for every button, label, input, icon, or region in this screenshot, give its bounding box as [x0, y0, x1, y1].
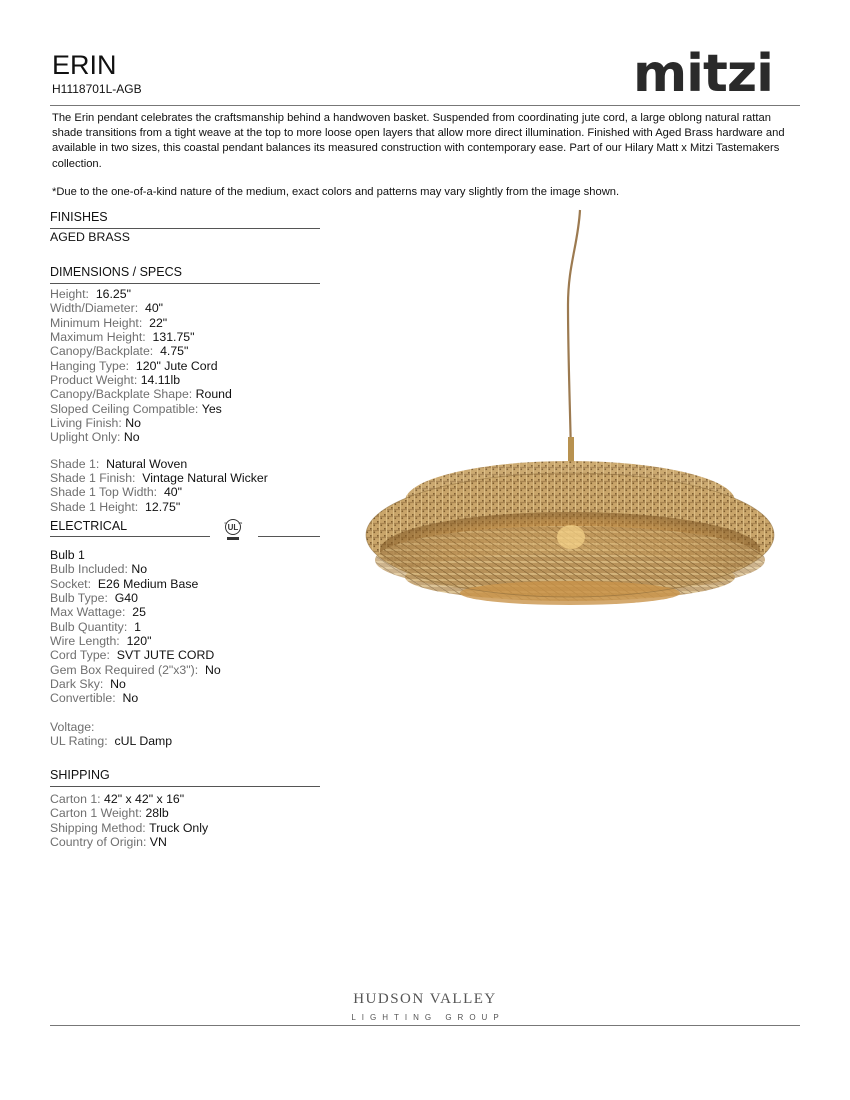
footer-logo-line2: LIGHTING GROUP — [351, 1013, 505, 1022]
spec-row — [50, 734, 221, 748]
spec-label: Shade 1 Height: — [50, 499, 139, 514]
spec-label: Shade 1 Top Width: — [50, 485, 158, 500]
spec-row — [50, 416, 268, 430]
spec-value: VN — [149, 835, 167, 850]
spec-value: 28lb — [145, 806, 169, 821]
spec-label: Country of Origin: — [50, 835, 147, 850]
spec-row — [50, 835, 208, 849]
spec-label: Sloped Ceiling Compatible: — [50, 401, 199, 416]
shade-row — [50, 485, 268, 499]
shipping-divider — [50, 786, 320, 787]
disclaimer-note: *Due to the one-of-a-kind nature of the medium, exact colors and patterns may vary slightly from the image shown. — [52, 186, 620, 198]
spec-value: No — [131, 562, 148, 577]
spec-value: 14.11lb — [140, 373, 181, 388]
footer-logo — [0, 990, 850, 1025]
spec-label: Maximum Height: — [50, 330, 146, 345]
spec-value: 131.75" — [152, 330, 195, 345]
shipping-heading: SHIPPING — [50, 768, 110, 782]
spec-value: 40" — [163, 485, 182, 500]
electrical-divider-right — [258, 536, 320, 537]
spec-value: 42" x 42" x 16" — [104, 792, 185, 806]
spec-label: Canopy/Backplate Shape: — [50, 387, 193, 402]
bulb-heading: Bulb 1 — [50, 548, 85, 562]
spec-value: No — [122, 691, 139, 706]
svg-text:c: c — [224, 521, 227, 525]
spec-value: cUL Damp — [114, 734, 173, 749]
spec-row — [50, 287, 268, 301]
spec-label: Dark Sky: — [50, 677, 104, 692]
ul-logo-text: UL — [227, 523, 239, 532]
spec-value: 25 — [132, 605, 146, 620]
dimensions-heading: DIMENSIONS / SPECS — [50, 265, 182, 279]
footer-logo-line1: HUDSON VALLEY — [353, 991, 497, 1007]
spec-value: 40" — [145, 301, 164, 316]
footer-divider — [50, 1025, 800, 1026]
spec-row — [50, 821, 208, 835]
electrical-divider-left — [50, 536, 210, 537]
spec-label: Shipping Method: — [50, 820, 146, 835]
finishes-heading: FINISHES — [50, 210, 108, 224]
dimensions-divider — [50, 283, 320, 284]
shade-row — [50, 471, 268, 485]
spec-row — [50, 620, 221, 634]
spec-value: G40 — [114, 591, 138, 606]
brass-stem — [568, 437, 574, 463]
spec-row — [50, 720, 221, 734]
spec-label: UL Rating: — [50, 734, 108, 749]
spec-label: Voltage: — [50, 719, 95, 734]
spec-row — [50, 430, 268, 444]
spec-label: Convertible: — [50, 691, 116, 706]
spec-value: No — [205, 662, 221, 677]
spec-value: 1 — [134, 619, 141, 634]
finish-value: AGED BRASS — [50, 230, 130, 244]
spec-label: Minimum Height: — [50, 315, 143, 330]
spec-row — [50, 648, 221, 662]
spec-value: Vintage Natural Wicker — [142, 471, 268, 486]
spec-row — [50, 562, 221, 576]
spec-label: Carton 1: — [50, 792, 101, 806]
spec-row — [50, 387, 268, 401]
spec-label: Carton 1 Weight: — [50, 806, 143, 821]
spec-label: Socket: — [50, 576, 92, 591]
spec-value: Truck Only — [149, 820, 209, 835]
spec-value: Round — [195, 387, 232, 402]
spec-value: Yes — [201, 401, 222, 416]
spec-row — [50, 677, 221, 691]
spec-label: Living Finish: — [50, 416, 122, 431]
spec-value: No — [110, 677, 126, 692]
spec-row — [50, 792, 208, 806]
spec-row — [50, 634, 221, 648]
spec-label: Shade 1: — [50, 456, 100, 471]
spec-value: Natural Woven — [106, 456, 188, 471]
spec-label: Max Wattage: — [50, 605, 126, 620]
spec-value: 120" — [126, 634, 152, 649]
svg-text:us: us — [238, 521, 243, 525]
spec-label: Bulb Type: — [50, 591, 108, 606]
shipping-list — [50, 792, 208, 849]
spec-label: Bulb Quantity: — [50, 619, 128, 634]
spec-value: 12.75" — [145, 499, 181, 514]
spec-row — [50, 806, 208, 820]
spec-row — [50, 591, 221, 605]
brand-logo: mitzi — [633, 44, 773, 104]
shade-row — [50, 500, 268, 514]
spec-row — [50, 344, 268, 358]
pendant-product-image — [362, 205, 778, 615]
spec-row — [50, 359, 268, 373]
spec-row — [50, 577, 221, 591]
jute-cord — [568, 210, 580, 455]
header-divider — [50, 105, 800, 106]
electrical-list — [50, 548, 221, 748]
spec-label: Shade 1 Finish: — [50, 471, 136, 486]
spec-label: Width/Diameter: — [50, 301, 139, 316]
ul-listed-icon — [222, 518, 244, 542]
spec-label: Product Weight: — [50, 373, 138, 388]
product-title: ERIN — [52, 50, 117, 80]
spec-value: E26 Medium Base — [97, 576, 199, 591]
spec-spacer — [50, 706, 221, 720]
finishes-list — [50, 230, 130, 244]
spec-row — [50, 605, 221, 619]
spec-row — [50, 691, 221, 705]
spec-value: No — [125, 416, 141, 431]
dimensions-list — [50, 287, 268, 514]
shade-row — [50, 457, 268, 471]
spec-label: Uplight Only: — [50, 430, 121, 445]
spec-value: No — [123, 430, 140, 445]
spec-label: Canopy/Backplate: — [50, 344, 154, 359]
spec-row — [50, 373, 268, 387]
product-sku: H1118701L-AGB — [52, 82, 142, 96]
spec-label: Wire Length: — [50, 634, 120, 649]
spec-row — [50, 663, 221, 677]
spec-value: 22" — [149, 315, 168, 330]
spec-row — [50, 402, 268, 416]
spec-label: Hanging Type: — [50, 358, 130, 373]
spec-row — [50, 316, 268, 330]
electrical-heading: ELECTRICAL — [50, 519, 128, 533]
spec-value: 120" Jute Cord — [135, 358, 218, 373]
spec-label: Height: — [50, 287, 89, 301]
spec-value: SVT JUTE CORD — [116, 648, 215, 663]
bulb-glow — [557, 525, 585, 549]
spec-value: 4.75" — [160, 344, 189, 359]
spec-spacer — [50, 445, 268, 457]
spec-row — [50, 301, 268, 315]
spec-row — [50, 330, 268, 344]
spec-value: 16.25" — [95, 287, 131, 301]
finishes-divider — [50, 228, 320, 229]
spec-label: Bulb Included: — [50, 562, 128, 577]
spec-label: Gem Box Required (2"x3"): — [50, 662, 199, 677]
spec-label: Cord Type: — [50, 648, 110, 663]
product-description: The Erin pendant celebrates the craftsmanship behind a handwoven basket. Suspended from coordinating jute cord, a large oblong natural rattan shade transitions from a tight weave at the top to more loose open layers that allow more direct illumination. Finished with Aged Brass hardware and available in two sizes, this coastal pendant balances its measured construction with contemporary ease. Part of our Hilary Matt x Mitzi Tastemakers collection. — [52, 112, 785, 170]
